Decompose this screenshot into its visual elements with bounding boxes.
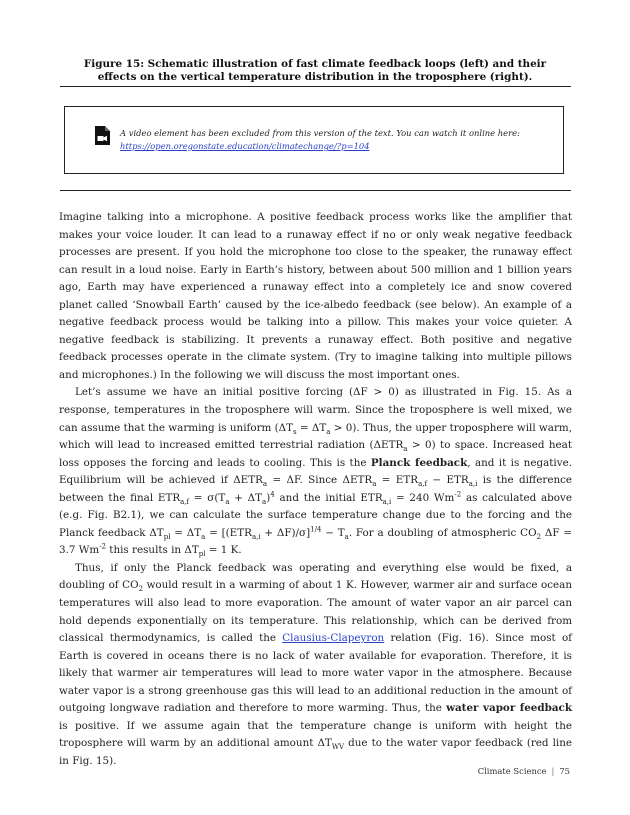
video-notice-message: A video element has been excluded from this version of the text. You can watch it online here: xyxy=(120,128,520,138)
figure-caption: Figure 15: Schematic illustration of fast climate feedback loops (left) and their effects on the vertical temperature distribution in the troposphere (right). xyxy=(83,58,547,83)
page-number: 75 xyxy=(559,766,570,776)
video-notice-box xyxy=(64,106,564,174)
footer-separator: | xyxy=(551,766,555,776)
paragraph-3: Thus, if only the Planck feedback was operating and everything else would be fixed, a doubling of $CO_2$ would result in a warming of about 1 K. However, warmer air and surface ocean temperatures will also lead to more evaporation. The amount of water vapor an air parcel can hold depends exponentially on its temperature. This relationship, which can be derived from classical thermodynamics, is called the Clausius-Clapeyron relation (Fig. 16). Since most of Earth is covered in oceans there is no lack of water available for evaporation. Therefore, it is likely that warmer air temperatures will lead to more water vapor in the atmosphere. Because water vapor is a strong greenhouse gas this will lead to an additional reduction in the amount of outgoing longwave radiation and therefore to more warming. Thus, the water vapor feedback is positive. If we assume again that the temperature change is uniform with height the troposphere will warm by an additional amount $\Delta T_{WV}$ due to the water vapor feedback (red line in Fig. 15). xyxy=(59,561,573,767)
clausius-clapeyron-link[interactable]: Clausius-Clapeyron xyxy=(282,632,385,645)
bottom-divider xyxy=(60,190,571,191)
book-title: Climate Science xyxy=(477,766,547,776)
water-vapor-feedback-term: water vapor feedback xyxy=(446,702,573,715)
page-footer xyxy=(478,766,570,776)
paragraph-1: Imagine talking into a microphone. A positive feedback process works like the amplifier that makes your voice louder. It can lead to a runaway effect if no or only weak negative feedback processes are present. If you hold the microphone too close to the speaker, the runaway effect can result in a loud noise. Early in Earth’s history, between about 500 million and 1 billion years ago, Earth may have experienced a runaway effect into a completely ice and snow covered planet called ‘Snowball Earth’ caused by the ice-albedo feedback (see below). An example of a negative feedback process would be talking into a pillow. This makes your voice quieter. A negative feedback is stabilizing. It prevents a runaway effect. Both positive and negative feedback processes operate in the climate system. (Try to imagine talking into multiple pillows and microphones.) In the following we will discuss the most important ones. xyxy=(59,211,572,381)
paragraph-2: Let’s assume we have an initial positive forcing (ΔF > 0) as illustrated in Fig. 15. As a response, temperatures in the troposphere will warm. Since the troposphere is well mixed, we can assume that the warming is uniform $(\Delta T_s = \Delta T_a > 0)$. Thus, the upper troposphere will warm, which will lead to increased emitted terrestrial radiation $(\Delta ETR_a > 0)$ to space. Increased heat loss opposes the forcing and leads to cooling. This is the Planck feedback, and it is negative. Equilibrium will be achieved if $\Delta ETR_a = \Delta F$. Since $\Delta ETR_a = ETR_{a,f} - ETR_{a,i}$ is the difference between the final $ETR_{a,f} = \sigma(T_a + \Delta T_a)^4$ and the initial $ETR_{a,i} = 240$ $Wm^{-2}$ as calculated above (e.g. Fig. B2.1), we can calculate the surface temperature change due to the forcing and the Planck feedback $\Delta T_{pl} = \Delta T_a = [(ETR_{a,i} + \Delta F)/\sigma]^{1/4} - T_a$. For a doubling of atmospheric $CO_2$ ΔF = 3.7 $Wm^{-2}$ this results in $\Delta T_{pl} = 1$ K. xyxy=(59,386,573,559)
body-text xyxy=(59,209,572,771)
video-notice-text xyxy=(120,127,550,153)
top-divider xyxy=(60,86,571,87)
planck-feedback-term: Planck feedback xyxy=(370,456,468,469)
video-link[interactable]: https://open.oregonstate.education/climatechange/?p=104 xyxy=(120,141,370,151)
video-file-icon xyxy=(95,126,110,145)
